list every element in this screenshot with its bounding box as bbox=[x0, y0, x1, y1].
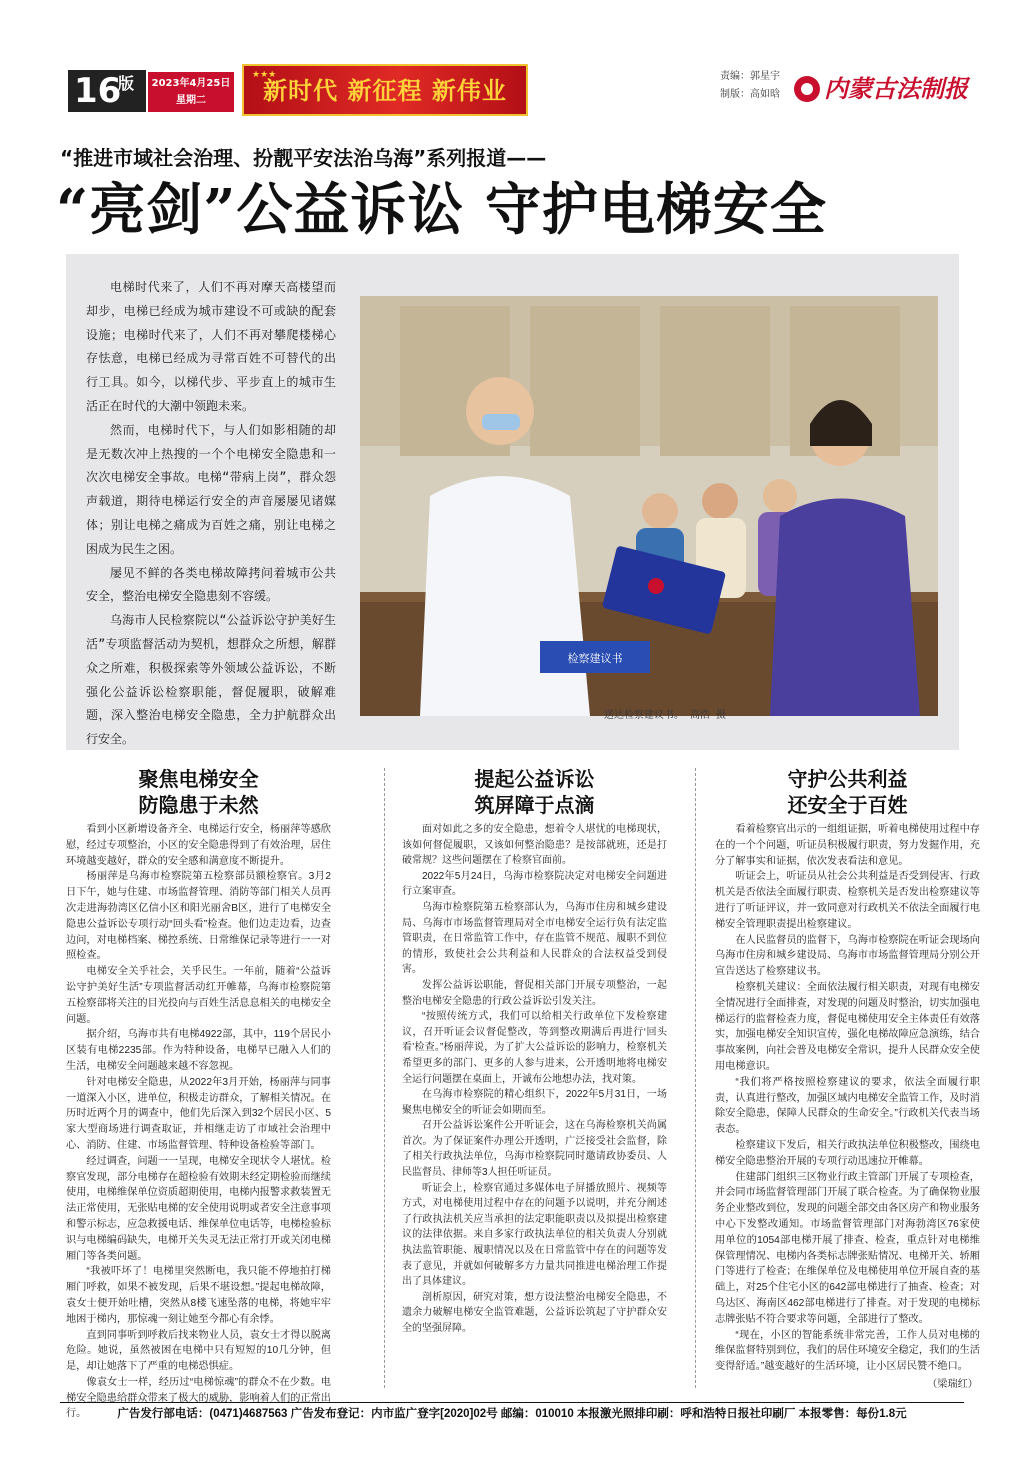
column-divider bbox=[695, 768, 696, 1388]
layout-label: 制版：高如晗 bbox=[720, 89, 780, 100]
section-title-line: 筑屏障于点滴 bbox=[474, 793, 595, 817]
section-title-line: 提起公益诉讼 bbox=[474, 767, 595, 791]
masthead bbox=[60, 64, 968, 116]
body-paragraph: 在乌海市检察院的精心组织下，2022年5月31日，一场聚焦电梯安全的听证会如期而至。 bbox=[402, 1089, 667, 1116]
issue-weekday: 星期二 bbox=[176, 95, 206, 106]
page-suffix: 版 bbox=[118, 74, 135, 93]
column-body bbox=[66, 822, 331, 1422]
body-paragraph: “我被吓坏了！电梯里突然断电，我只能不停地拍打梯厢门呼救，如果不被发现，后果不堪设想。”提起电梯故障，袁女士便开始吐槽，突然从8楼飞速坠落的电梯，将她牢牢地困于梯内，那惊魂一刻让她至今都心有余悸。 bbox=[66, 1266, 331, 1325]
body-paragraph: 杨丽萍是乌海市检察院第五检察部员额检察官。3月2日下午，她与住建、市场监督管理、消防等部门相关人员再次走进海勃湾区亿信小区和阳光丽舍B区，进行了电梯安全隐患公益诉讼专项行动“回头看”检查。他们边走边看，边查边问，对电梯档案、梯控系统、日常维保记录等进行一一对照检查。 bbox=[66, 871, 331, 962]
body-paragraph: 召开公益诉讼案件公开听证会，这在乌海检察机关尚属首次。为了保证案件办理公开透明，广泛接受社会监督，除了相关行政执法单位，乌海市检察院同时邀请政协委员、人民监督员、律师等3人担任听证员。 bbox=[402, 1120, 667, 1179]
newspaper-logo bbox=[794, 70, 968, 110]
logo-text: 内蒙古法制报 bbox=[824, 74, 968, 103]
banner-slogan: 新时代 新征程 新伟业 bbox=[263, 76, 507, 105]
banner-stars-icon: ★★★ bbox=[252, 70, 277, 80]
body-paragraph: 看着检察官出示的一组组证据，听着电梯使用过程中存在的一个个问题，听证员积极履行职责，努力发掘作用，充分了解事实和证据，依次发表看法和意见。 bbox=[715, 824, 980, 867]
body-paragraph: 检察机关建议：全面依法履行相关职责，对现有电梯安全情况进行全面排查，对发现的问题及时整治，切实加强电梯运行的监督检查力度，督促电梯使用安全主体责任有效落实，加强电梯安全知识宣传，强化电梯故障应急演练，结合事故案例，向社会普及电梯安全常识，提升人民群众安全使用电梯意识。 bbox=[715, 981, 980, 1072]
footer bbox=[60, 1402, 964, 1422]
issue-date: 2023年4月25日 bbox=[151, 78, 231, 89]
body-paragraph: “现在，小区的智能系统非常完善，工作人员对电梯的维保监督特别到位，我们的居住环境安全稳定，我们的生活变得舒适。”越变越好的生活环境，让小区居民赞不绝口。 bbox=[715, 1329, 980, 1373]
section-title-line: 还安全于百姓 bbox=[787, 793, 908, 817]
photo-caption: 送达检察建议书。 高浩 摄 bbox=[604, 710, 727, 721]
column-right bbox=[715, 766, 980, 1396]
body-paragraph: 面对如此之多的安全隐患，想着令人堪忧的电梯现状，该如何督促履职，又该如何整治隐患？是按部就班，还是打破常规？这些问题摆在了检察官面前。 bbox=[402, 824, 667, 867]
column-left bbox=[66, 766, 331, 1420]
editor-label: 责编：郭星宇 bbox=[720, 71, 780, 82]
logo-emblem-icon bbox=[794, 76, 820, 102]
page-number: 16 bbox=[74, 71, 122, 111]
body-paragraph: 看到小区新增设备齐全、电梯运行安全，杨丽萍等感欣慰，经过专项整治，小区的安全隐患得到了有效治理，居住环境越变越好，群众的安全感和满意度不断提升。 bbox=[66, 824, 331, 867]
page-number-box bbox=[68, 70, 146, 112]
body-paragraph: “按照传统方式，我们可以给相关行政单位下发检察建议，召开听证会议督促整改，等到整改期满后再进行‘回头看’检查。”杨丽萍说，为了扩大公益诉讼的影响力，检察机关希望更多的部门、更多的人参与进来，公开透明地将电梯安全运行问题摆在桌面上，开诚布公地想办法，找对策。 bbox=[402, 1011, 667, 1085]
body-paragraph: 剖析原因，研究对策，想方设法整治电梯安全隐患，不遗余力破解电梯安全监管难题，公益诉讼筑起了守护群众安全的坚强屏障。 bbox=[402, 1291, 667, 1334]
news-photo bbox=[360, 296, 938, 716]
section-title bbox=[715, 766, 980, 818]
body-paragraph: 据介绍，乌海市共有电梯4922部，其中，119个居民小区装有电梯2235部。作为特种设备，电梯早已融入人们的生活，电梯安全问题越来越不容忽视。 bbox=[66, 1029, 331, 1072]
slogan-banner bbox=[242, 64, 528, 116]
issue-date-box bbox=[148, 72, 234, 112]
column-middle bbox=[402, 766, 667, 1396]
body-paragraph: 听证会上，检察官通过多媒体电子屏播放照片、视频等方式，对电梯使用过程中存在的问题予以说明，并充分阐述了行政执法机关应当承担的法定职能职责以及拟提出检察建议的法律依据。来自多家行政执法单位的相关负责人分别就执法监管职能、履职情况以及在日常监管中存在的问题等发表了意见，并就如何破解多方力量共同推进电梯治理工作提出了具体建议。 bbox=[402, 1182, 667, 1288]
body-paragraph: 乌海市检察院第五检察部认为，乌海市住房和城乡建设局、乌海市市场监督管理局对全市电梯安全运行负有法定监管职责，在日常监管工作中，存在监管不规范、履职不到位的情形，致使社会公共利益和人民群众的合法权益受到侵害。 bbox=[402, 901, 667, 976]
section-title-line: 守护公共利益 bbox=[787, 767, 908, 791]
editor-credits bbox=[720, 68, 780, 104]
body-paragraph: 电梯安全关乎社会，关乎民生。一年前，随着“公益诉讼守护美好生活”专项监督活动红开帷幕，乌海市检察院第五检察部将关注的目光投向与百姓生活息息相关的电梯安全问题。 bbox=[66, 966, 331, 1025]
author-byline: （梁瑞红） bbox=[927, 1378, 978, 1390]
body-paragraph: 检察建议下发后，相关行政执法单位积极整改，围绕电梯安全隐患整治开展的专项行动迅速拉开帷幕。 bbox=[715, 1139, 980, 1167]
column-divider bbox=[384, 768, 385, 1388]
body-paragraph: 发挥公益诉讼职能，督促相关部门开展专项整治，一起整治电梯安全隐患的行政公益诉讼引发关注。 bbox=[402, 979, 667, 1007]
body-paragraph: 听证会上，听证员从社会公共利益是否受到侵害、行政机关是否依法全面履行职责、检察机关是否发出检察建议等进行了听证评议，并一致同意对行政机关不依法全面履行电梯安全管理职责提出检察建议。 bbox=[715, 871, 980, 930]
body-paragraph: “我们将严格按照检察建议的要求，依法全面履行职责，认真进行整改，加强区域内电梯安全监管工作，及时消除安全隐患，保障人民群众的生命安全。”行政机关代表当场表态。 bbox=[715, 1076, 980, 1136]
section-title bbox=[66, 766, 331, 818]
body-paragraph: 直到同事听到呼救后找来物业人员，袁女士才得以脱离危险。她说，虽然被困在电梯中只有短短的10几分钟，但是，却让她落下了严重的电梯恐惧症。 bbox=[66, 1329, 331, 1373]
headline: “亮剑”公益诉讼 守护电梯安全 bbox=[56, 177, 827, 243]
photo-plaque-text: 检察建议书 bbox=[567, 652, 623, 665]
body-paragraph: 经过调查，问题一一呈现，电梯安全现状令人堪忧。检察官发现，部分电梯存在超检验有效期未经定期检验而继续使用，电梯维保单位资质超期使用，电梯内报警求救装置无法正常使用，无张贴电梯的安全使用说明或者安全注意事项和警示标志，应急救援电话、维保单位电话等，电梯检验标识与电梯编码缺失，电梯开关失灵无法正常打开或关闭电梯厢门等各类问题。 bbox=[66, 1155, 331, 1262]
body-paragraph: 住建部门组织三区物业行政主管部门开展了专项检查，并会同市场监督管理部门开展了联合检查。为了确保物业服务企业整改到位，发现的问题全部交由各区房产和物业服务中心下发整改通知。市场监督管理部门对海勃湾区76家使用单位的1054部电梯开展了排查、检查，重点针对电梯维保管理情况、电梯内各类标志牌张贴情况、电梯开关、轿厢门等进行了检查；在维保单位及电梯使用单位开展自查的基础上，对25个住宅小区的642部电梯进行了抽查、检查；对乌达区、海南区462部电梯进行了排查。对于发现的电梯标志牌张贴不符合要求等问题，全部进行了整改。 bbox=[715, 1171, 980, 1325]
intro-paragraph: 然而，电梯时代下，与人们如影相随的却是无数次冲上热搜的一个个电梯安全隐患和一次次电梯安全事故。电梯“带病上岗”，群众怨声载道，期待电梯运行安全的声音屡屡见诸媒体；别让电梯之痛成为百姓之痛，别让电梯之困成为民生之困。 bbox=[86, 422, 336, 556]
column-body bbox=[715, 822, 980, 1393]
column-body bbox=[402, 822, 667, 1337]
footer-info: 广告发行部电话：(0471)4687563 广告发布登记：内市监广登字[2020]02号 邮编：010010 本报激光照排印刷：呼和浩特日报社印刷厂 本报零售：每份1.8元 bbox=[117, 1408, 907, 1420]
body-paragraph: 2022年5月24日，乌海市检察院决定对电梯安全问题进行立案审查。 bbox=[402, 870, 667, 898]
intro-paragraph: 电梯时代来了，人们不再对摩天高楼望而却步，电梯已经成为城市建设不可或缺的配套设施；电梯时代来了，人们不再对攀爬楼梯心存怯意，电梯已经成为寻常百姓不可替代的出行工具。如今，以梯代步、平步直上的城市生活正在时代的大潮中领跑未来。 bbox=[86, 280, 336, 413]
intro-paragraph: 乌海市人民检察院以“公益诉讼守护美好生活”专项监督活动为契机，想群众之所想，解群众之所难，积极探索等外领域公益诉讼，不断强化公益诉讼检察职能，督促履职，破解难题，深入整治电梯安全隐患，全力护航群众出行安全。 bbox=[86, 613, 336, 747]
section-title bbox=[402, 766, 667, 818]
body-paragraph: 像袁女士一样，经历过“电梯惊魂”的群众不在少数。电梯安全隐患给群众带来了极大的威胁，影响着人们的正常出行。 bbox=[66, 1376, 331, 1420]
series-kicker: “推进市域社会治理、扮靓平安法治乌海”系列报道—— bbox=[60, 146, 547, 170]
section-title-line: 聚焦电梯安全 bbox=[138, 767, 259, 791]
intro-text bbox=[86, 276, 336, 752]
body-paragraph: 在人民监督员的监督下，乌海市检察院在听证会现场向乌海市住房和城乡建设局、乌海市市场监督管理局分别公开宣告送达了检察建议书。 bbox=[715, 934, 980, 978]
intro-panel bbox=[66, 254, 959, 750]
section-title-line: 防隐患于未然 bbox=[138, 793, 259, 817]
intro-paragraph: 屡见不鲜的各类电梯故障拷问着城市公共安全，整治电梯安全隐患刻不容缓。 bbox=[86, 565, 336, 604]
body-paragraph: 针对电梯安全隐患，从2022年3月开始，杨丽萍与同事一道深入小区，进单位，积极走访群众，了解相关情况。在历时近两个月的调查中，他们先后深入到32个居民小区、5家大型商场进行调查取证，并相继走访了市域社会治理中心、消防、住建、市场监督管理、特种设备检验等部门。 bbox=[66, 1076, 331, 1151]
photo-illustration bbox=[360, 296, 938, 716]
